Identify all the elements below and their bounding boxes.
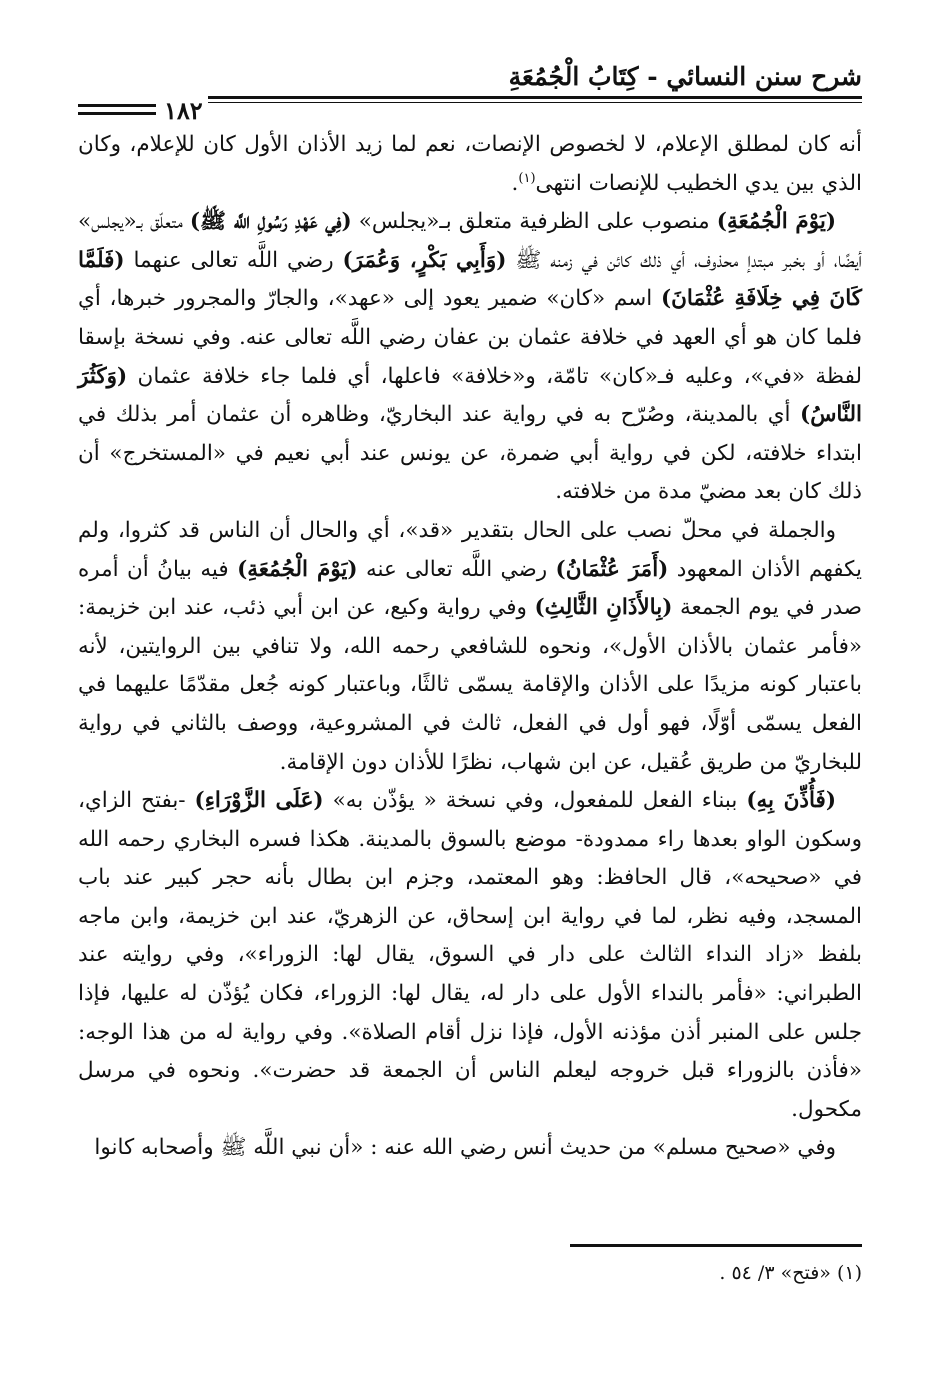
quoted-hadith-text: (وَأَبِي بَكْرٍ، وَعُمَرَ)	[342, 247, 507, 273]
footnote-ref[interactable]: (١)	[518, 170, 536, 186]
quoted-hadith-text: (يَوْمَ الْجُمُعَةِ)	[237, 556, 358, 582]
quoted-hadith-text: (فِي عَهْدِ رَسُولِ اللَّه ﷺ)	[189, 209, 352, 235]
paragraph-1: أنه كان لمطلق الإعلام، لا لخصوص الإنصات، نعم لما زيد الأذان الأول كان للإعلام، وكان الذي بين يدي الخطيب للإنصات انتهى$^{(١)}$.	[78, 132, 862, 196]
quoted-hadith-text: (أَمَرَ عُثْمَانُ)	[555, 556, 669, 582]
paragraph-2: (يَوْمَ الْجُمُعَةِ) منصوب على الظرفية متعلق بـ«يجلس» (فِي عَهْدِ رَسُولِ اللَّه ﷺ) متعلّق بـ«يجلس» أيضًا، أو بخبر مبتدإ محذوف، أي ذلك كائن في زمنه ﷺ (وَأَبِي بَكْرٍ، وَعُمَرَ) رضي اللَّه تعالى عنهما (فَلَمَّا كَانَ فِي خِلَافَةِ عُثْمَانَ) اسم «كان» ضمير يعود إلى «عهد»، والجارّ والمجرور خبرها، أي فلما كان هو أي العهد في خلافة عثمان بن عفان رضي اللَّه تعالى عنه. وفي نسخة بإسقا لفظة «في»، وعليه فـ«كان» تامّة، و«خلافة» فاعلها، أي فلما جاء خلافة عثمان (وَكَثُرَ النَّاسُ) أي بالمدينة، وصُرّح به في رواية عند البخاريّ، وظاهره أن عثمان أمر بذلك في ابتداء خلافته، لكن في رواية أبي ضمرة، عن يونس عند أبي نعيم في «المستخرج» أن ذلك كان بعد مضيّ مدة من خلافته.	[78, 209, 862, 505]
paragraph-5: وفي «صحيح مسلم» من حديث أنس رضي الله عنه : «أن نبي اللَّه ﷺ وأصحابه كانوا	[94, 1135, 836, 1161]
quoted-hadith-text: (يَوْمَ الْجُمُعَةِ)	[716, 209, 836, 235]
page-number: ١٨٢	[164, 96, 203, 125]
running-title: شرح سنن النسائي - كِتَابُ الْجُمُعَةِ	[508, 62, 862, 91]
page-number-bars	[78, 104, 156, 120]
quoted-hadith-text: (فَأُذِّنَ بِهِ)	[746, 788, 836, 814]
document-page	[78, 62, 862, 1352]
page-number-area	[78, 78, 208, 125]
page-header	[78, 62, 862, 125]
paragraph-4: (فَأُذِّنَ بِهِ) ببناء الفعل للمفعول، وفي نسخة « يؤذّن به» (عَلَى الزَّوْرَاءِ) -بفتح الزاي، وسكون الواو بعدها راء ممدودة- موضع بالسوق بالمدينة. هكذا فسره البخاري رحمه الله في «صحيحه»، قال الحافظ: وهو المعتمد، وجزم ابن بطال بأنه حجر كبير عند باب المسجد، وفيه نظر، لما في رواية ابن إسحاق، عن الزهريّ، عند ابن خزيمة، وابن ماجه بلفظ «زاد النداء الثالث على دار في السوق، يقال لها: الزوراء»، وفي روايته عند الطبراني: «فأمر بالنداء الأول على دار له، يقال لها: الزوراء، فكان يُؤذّن له عليها، فإذا جلس على المنبر أذن مؤذنه الأول، فإذا نزل أقام الصلاة». وفي رواية له من هذا الوجه: «فأذن بالزوراء قبل خروجه ليعلم الناس أن الجمعة قد حضرت». ونحوه في مرسل مكحول.	[78, 788, 862, 1122]
footnote-separator	[570, 1244, 862, 1247]
quoted-hadith-text: (وَكَثُرَ النَّاسُ)	[78, 363, 862, 428]
body-text	[78, 126, 862, 1168]
quoted-hadith-text: (بِالأَذَانِ الثَّالِثِ)	[534, 595, 673, 621]
quoted-hadith-text: (فَلَمَّا كَانَ فِي خِلَافَةِ عُثْمَانَ)	[78, 247, 862, 312]
quoted-hadith-text: (عَلَى الزَّوْرَاءِ)	[194, 788, 324, 814]
footnote: (١) «فتح» ٣/ ٥٤ .	[719, 1262, 862, 1284]
paragraph-3: والجملة في محلّ نصب على الحال بتقدير «قد»، أي والحال أن الناس قد كثروا، ولم يكفهم الأذان المعهود (أَمَرَ عُثْمَانُ) رضي اللَّه تعالى عنه (يَوْمَ الْجُمُعَةِ) فيه بيانُ أن أمره صدر في يوم الجمعة (بِالأَذَانِ الثَّالِثِ) وفي رواية وكيع، عن ابن أبي ذئب، عند ابن خزيمة: «فأمر عثمان بالأذان الأول»، ونحوه للشافعي رحمه الله، ولا تنافي بين الروايتين، لأنه باعتبار كونه مزيدًا على الأذان والإقامة يسمّى ثالثًا، وباعتبار كونه جُعل مقدّمًا عليهما في الفعل يسمّى أوّلًا، فهو أول في الفعل، ثالث في المشروعية، ووصف بالثاني في رواية للبخاريّ من طريق عُقيل، عن ابن شهاب، نظرًا للأذان دون الإقامة.	[78, 517, 863, 775]
